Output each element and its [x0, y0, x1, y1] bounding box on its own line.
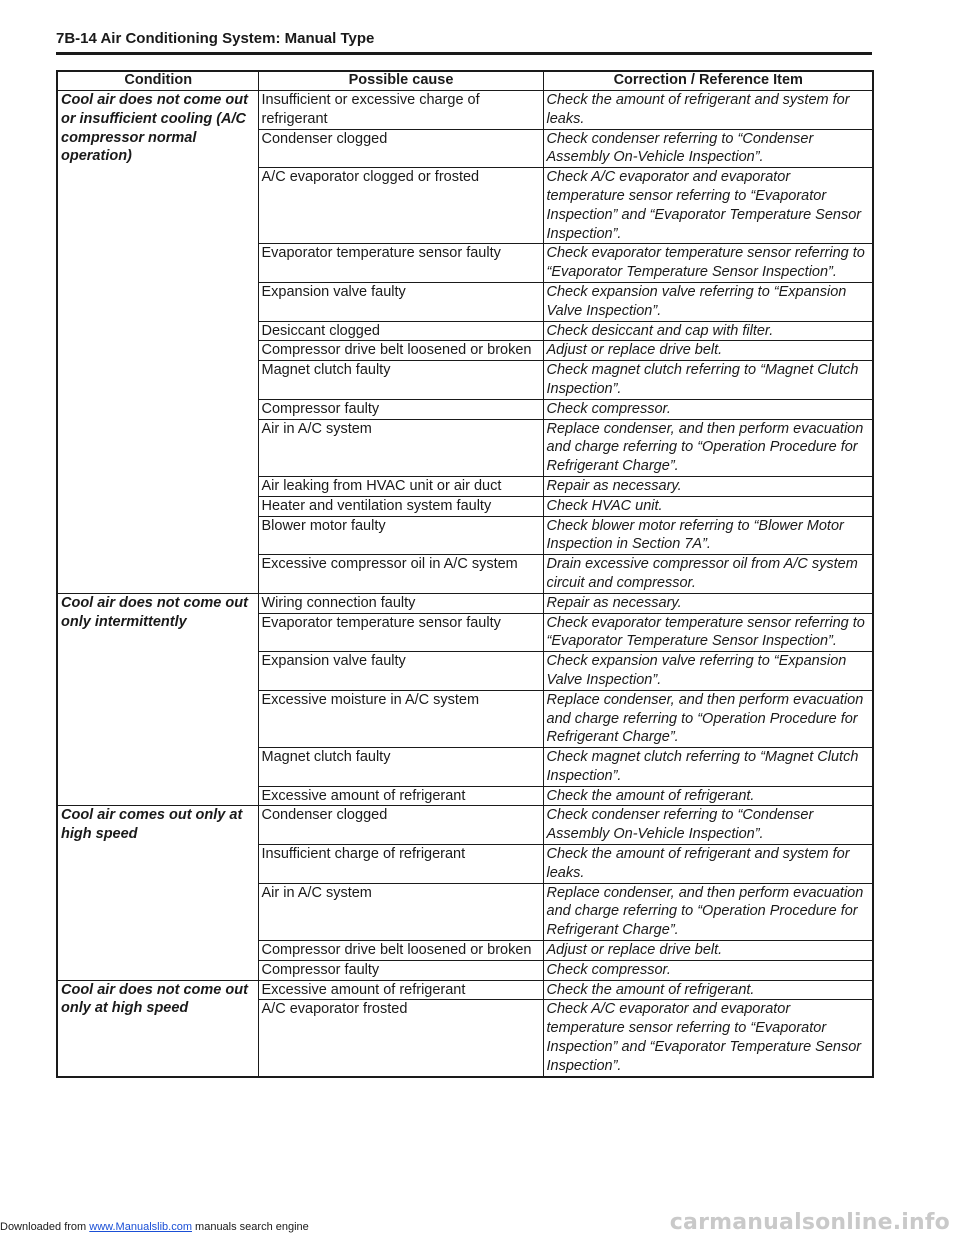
correction-cell: Check the amount of refrigerant.: [543, 980, 873, 1000]
page-header: [56, 28, 872, 55]
table-row: [57, 91, 873, 130]
possible-cause-cell: A/C evaporator clogged or frosted: [258, 168, 543, 244]
correction-cell: Check the amount of refrigerant and system for leaks.: [543, 91, 873, 130]
column-header-condition: Condition: [57, 71, 258, 91]
condition-cell: Cool air does not come out only at high speed: [57, 980, 258, 1076]
correction-cell: Check compressor.: [543, 960, 873, 980]
correction-cell: Check blower motor referring to “Blower Motor Inspection in Section 7A”.: [543, 516, 873, 555]
correction-cell: Check the amount of refrigerant and system for leaks.: [543, 845, 873, 884]
correction-cell: Repair as necessary.: [543, 593, 873, 613]
correction-cell: Adjust or replace drive belt.: [543, 941, 873, 961]
possible-cause-cell: Condenser clogged: [258, 129, 543, 168]
correction-cell: Repair as necessary.: [543, 476, 873, 496]
correction-cell: Check condenser referring to “Condenser Assembly On-Vehicle Inspection”.: [543, 129, 873, 168]
possible-cause-cell: Heater and ventilation system faulty: [258, 496, 543, 516]
condition-cell: Cool air does not come out only intermittently: [57, 593, 258, 806]
column-header-correction: Correction / Reference Item: [543, 71, 873, 91]
possible-cause-cell: Compressor drive belt loosened or broken: [258, 941, 543, 961]
column-header-possible-cause: Possible cause: [258, 71, 543, 91]
footer-suffix: manuals search engine: [191, 1221, 309, 1233]
correction-cell: Check evaporator temperature sensor referring to “Evaporator Temperature Sensor Inspection”.: [543, 613, 873, 652]
possible-cause-cell: Expansion valve faulty: [258, 652, 543, 691]
condition-cell: Cool air comes out only at high speed: [57, 806, 258, 980]
correction-cell: Check A/C evaporator and evaporator temperature sensor referring to “Evaporator Inspection” and “Evaporator Temperature Sensor Inspection”.: [543, 1000, 873, 1077]
possible-cause-cell: Magnet clutch faulty: [258, 361, 543, 400]
correction-cell: Check desiccant and cap with filter.: [543, 321, 873, 341]
possible-cause-cell: Compressor drive belt loosened or broken: [258, 341, 543, 361]
page-title: 7B-14 Air Conditioning System: Manual Type: [56, 30, 375, 47]
possible-cause-cell: Magnet clutch faulty: [258, 748, 543, 787]
possible-cause-cell: Excessive compressor oil in A/C system: [258, 555, 543, 594]
correction-cell: Check magnet clutch referring to “Magnet Clutch Inspection”.: [543, 361, 873, 400]
footer-prefix: Downloaded from: [0, 1221, 90, 1233]
possible-cause-cell: Compressor faulty: [258, 960, 543, 980]
possible-cause-cell: A/C evaporator frosted: [258, 1000, 543, 1077]
correction-cell: Drain excessive compressor oil from A/C system circuit and compressor.: [543, 555, 873, 594]
correction-cell: Check evaporator temperature sensor referring to “Evaporator Temperature Sensor Inspection”.: [543, 244, 873, 283]
correction-cell: Replace condenser, and then perform evacuation and charge referring to “Operation Procedure for Refrigerant Charge”.: [543, 690, 873, 747]
possible-cause-cell: Insufficient charge of refrigerant: [258, 845, 543, 884]
possible-cause-cell: Air in A/C system: [258, 419, 543, 476]
correction-cell: Check expansion valve referring to “Expansion Valve Inspection”.: [543, 282, 873, 321]
possible-cause-cell: Desiccant clogged: [258, 321, 543, 341]
table-body: [57, 91, 873, 1077]
possible-cause-cell: Expansion valve faulty: [258, 282, 543, 321]
correction-cell: Check expansion valve referring to “Expansion Valve Inspection”.: [543, 652, 873, 691]
possible-cause-cell: Wiring connection faulty: [258, 593, 543, 613]
correction-cell: Check condenser referring to “Condenser Assembly On-Vehicle Inspection”.: [543, 806, 873, 845]
correction-cell: Check compressor.: [543, 399, 873, 419]
correction-cell: Check the amount of refrigerant.: [543, 786, 873, 806]
correction-cell: Check magnet clutch referring to “Magnet Clutch Inspection”.: [543, 748, 873, 787]
table-row: [57, 593, 873, 613]
condition-cell: Cool air does not come out or insufficient cooling (A/C compressor normal operation): [57, 91, 258, 594]
possible-cause-cell: Excessive moisture in A/C system: [258, 690, 543, 747]
correction-cell: Check A/C evaporator and evaporator temperature sensor referring to “Evaporator Inspection” and “Evaporator Temperature Sensor Inspection”.: [543, 168, 873, 244]
possible-cause-cell: Blower motor faulty: [258, 516, 543, 555]
possible-cause-cell: Excessive amount of refrigerant: [258, 786, 543, 806]
table-row: [57, 806, 873, 845]
troubleshooting-table: [56, 70, 874, 1078]
site-watermark: carmanualsonline.info: [669, 1210, 950, 1235]
possible-cause-cell: Compressor faulty: [258, 399, 543, 419]
table-row: [57, 980, 873, 1000]
correction-cell: Replace condenser, and then perform evacuation and charge referring to “Operation Procedure for Refrigerant Charge”.: [543, 883, 873, 940]
possible-cause-cell: Evaporator temperature sensor faulty: [258, 613, 543, 652]
download-footer: [0, 1221, 309, 1233]
possible-cause-cell: Insufficient or excessive charge of refrigerant: [258, 91, 543, 130]
troubleshooting-table-container: [56, 70, 872, 1078]
possible-cause-cell: Air leaking from HVAC unit or air duct: [258, 476, 543, 496]
possible-cause-cell: Excessive amount of refrigerant: [258, 980, 543, 1000]
possible-cause-cell: Evaporator temperature sensor faulty: [258, 244, 543, 283]
correction-cell: Adjust or replace drive belt.: [543, 341, 873, 361]
correction-cell: Replace condenser, and then perform evacuation and charge referring to “Operation Procedure for Refrigerant Charge”.: [543, 419, 873, 476]
correction-cell: Check HVAC unit.: [543, 496, 873, 516]
possible-cause-cell: Air in A/C system: [258, 883, 543, 940]
table-header-row: [57, 71, 873, 91]
manualslib-link[interactable]: www.Manualslib.com: [89, 1221, 192, 1233]
possible-cause-cell: Condenser clogged: [258, 806, 543, 845]
